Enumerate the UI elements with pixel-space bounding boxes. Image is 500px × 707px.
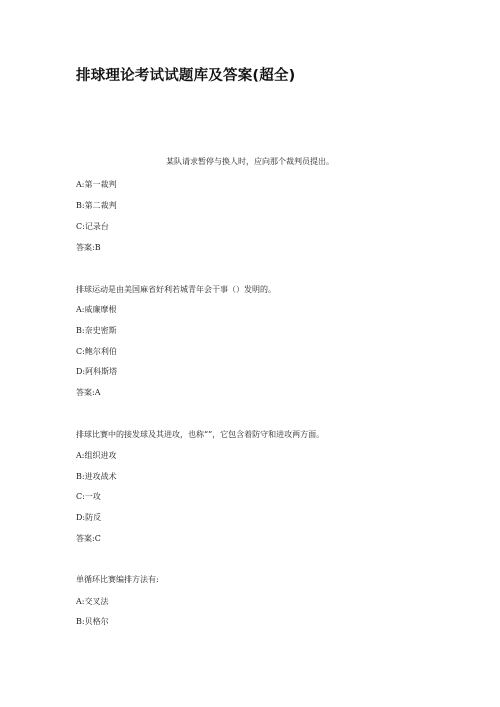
question-3-answer: 答案:C [76, 534, 101, 543]
question-2-option-b: B:奈史密斯 [76, 326, 117, 335]
question-3-stem: 排球比赛中的接发球及其进攻，也称“”，它包含着防守和进攻两方面。 [76, 430, 325, 439]
question-1-stem: 某队请求暂停与换人时，应向那个裁判员提出。 [166, 157, 334, 166]
question-4-option-a: A:交叉法 [76, 597, 109, 606]
question-3-option-a: A:组织进攻 [76, 451, 117, 460]
question-3-option-b: B:进攻战术 [76, 472, 117, 481]
question-1-option-c: C:记录台 [76, 222, 109, 231]
question-1-option-b: B:第二裁判 [76, 201, 117, 210]
question-4-option-b: B:贝格尔 [76, 617, 109, 626]
question-2-stem: 排球运动是由美国麻省好利若城青年会干事（）发明的。 [76, 285, 276, 294]
question-1-option-a: A:第一裁判 [76, 180, 117, 189]
question-1-answer: 答案:B [76, 243, 101, 252]
question-4-stem: 单循环比赛编排方法有: [76, 575, 159, 584]
question-3-option-c: C:一攻 [76, 492, 101, 501]
document-title: 排球理论考试试题库及答案(超全) [76, 68, 296, 84]
question-2-option-d: D:阿科斯塔 [76, 367, 118, 376]
question-2-answer: 答案:A [76, 388, 101, 397]
question-3-option-d: D:防反 [76, 513, 102, 522]
question-2-option-a: A:威廉摩根 [76, 305, 117, 314]
question-2-option-c: C:鲍尔利伯 [76, 347, 117, 356]
